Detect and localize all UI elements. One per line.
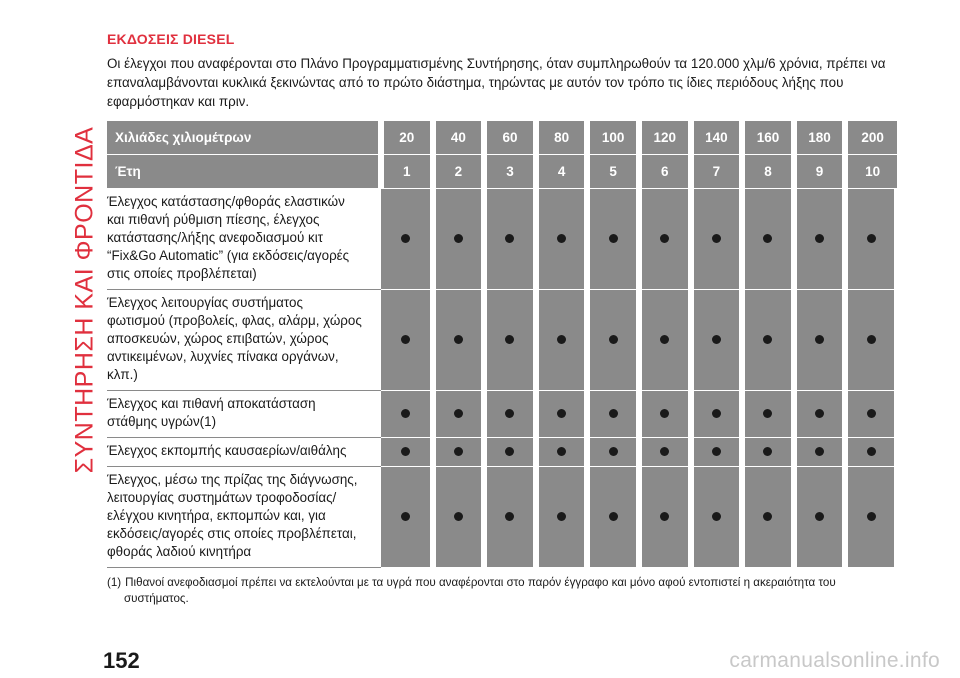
schedule-cell: [845, 290, 897, 391]
bullet-dot-icon: [505, 335, 514, 344]
schedule-cell: [691, 467, 743, 568]
bullet-dot-icon: [815, 234, 824, 243]
schedule-cell: [433, 189, 485, 290]
watermark: carmanualsonline.info: [729, 649, 940, 672]
bullet-dot-icon: [609, 512, 618, 521]
bullet-dot-icon: [712, 335, 721, 344]
schedule-cell: [484, 467, 536, 568]
years-header-value-8: 8: [742, 155, 794, 189]
bullet-dot-icon: [505, 512, 514, 521]
maintenance-schedule-table: [107, 121, 900, 568]
schedule-cell: [742, 467, 794, 568]
years-header-value-5: 5: [587, 155, 639, 189]
bullet-dot-icon: [660, 447, 669, 456]
schedule-cell: [587, 290, 639, 391]
years-header-value-2: 2: [433, 155, 485, 189]
bullet-dot-icon: [609, 447, 618, 456]
schedule-row: [107, 438, 897, 467]
schedule-row-label-line: στις οποίες προβλέπεται): [107, 266, 257, 281]
bullet-dot-icon: [660, 512, 669, 521]
page-number: 152: [103, 648, 140, 673]
bullet-dot-icon: [557, 335, 566, 344]
schedule-cell: [484, 290, 536, 391]
schedule-row: [107, 189, 897, 290]
bullet-dot-icon: [557, 447, 566, 456]
schedule-cell: [484, 438, 536, 467]
schedule-row-label-line: κατάστασης/λήξης ανεφοδιασμού κιτ: [107, 230, 324, 245]
schedule-row-label-line: “Fix&Go Automatic” (για εκδόσεις/αγορές: [107, 248, 350, 263]
schedule-row-label-line: και πιθανή ρύθμιση πίεσης, έλεγχος: [107, 212, 320, 227]
schedule-cell: [381, 391, 433, 438]
km-header-value-2: 40: [433, 121, 485, 155]
schedule-cell: [536, 391, 588, 438]
schedule-cell: [484, 189, 536, 290]
schedule-cell: [587, 438, 639, 467]
bullet-dot-icon: [763, 409, 772, 418]
schedule-cell: [381, 438, 433, 467]
schedule-cell: [845, 189, 897, 290]
km-header-value-8: 160: [742, 121, 794, 155]
schedule-cell: [691, 391, 743, 438]
years-header-value-3: 3: [484, 155, 536, 189]
bullet-dot-icon: [401, 335, 410, 344]
schedule-cell: [587, 189, 639, 290]
years-header-value-6: 6: [639, 155, 691, 189]
bullet-dot-icon: [454, 447, 463, 456]
schedule-row-label-line: Έλεγχος λειτουργίας συστήματος: [107, 295, 303, 310]
schedule-cell: [845, 438, 897, 467]
bullet-dot-icon: [557, 409, 566, 418]
footnote-line-2: συστήματος.: [124, 592, 189, 605]
bullet-dot-icon: [763, 234, 772, 243]
bullet-dot-icon: [867, 234, 876, 243]
schedule-cell: [536, 290, 588, 391]
bullet-dot-icon: [505, 447, 514, 456]
schedule-cell: [742, 290, 794, 391]
km-header-label: Χιλιάδες χιλιομέτρων: [107, 121, 381, 155]
schedule-cell: [381, 189, 433, 290]
bullet-dot-icon: [763, 335, 772, 344]
years-header-value-1: 1: [381, 155, 433, 189]
km-header-value-6: 120: [639, 121, 691, 155]
schedule-row-label-line: Έλεγχος, μέσω της πρίζας της διάγνωσης,: [107, 472, 358, 487]
schedule-cell: [845, 467, 897, 568]
schedule-row: [107, 467, 897, 568]
schedule-cell: [639, 189, 691, 290]
schedule-cell: [794, 290, 846, 391]
schedule-row-label: [107, 290, 381, 391]
schedule-cell: [433, 290, 485, 391]
section-title: ΕΚΔΟΣΕΙΣ DIESEL: [107, 31, 235, 47]
schedule-cell: [742, 391, 794, 438]
schedule-row-label-line: Έλεγχος εκπομπής καυσαερίων/αιθάλης: [107, 443, 347, 458]
km-header-value-7: 140: [691, 121, 743, 155]
schedule-cell: [587, 467, 639, 568]
bullet-dot-icon: [763, 447, 772, 456]
years-header-value-10: 10: [845, 155, 897, 189]
bullet-dot-icon: [609, 234, 618, 243]
km-header-row: [107, 121, 897, 155]
bullet-dot-icon: [815, 447, 824, 456]
bullet-dot-icon: [401, 234, 410, 243]
schedule-cell: [691, 290, 743, 391]
schedule-cell: [587, 391, 639, 438]
schedule-cell: [536, 189, 588, 290]
schedule-row: [107, 391, 897, 438]
bullet-dot-icon: [867, 447, 876, 456]
schedule-cell: [433, 391, 485, 438]
years-header-value-7: 7: [691, 155, 743, 189]
schedule-cell: [691, 438, 743, 467]
bullet-dot-icon: [660, 335, 669, 344]
bullet-dot-icon: [454, 512, 463, 521]
schedule-row-label-line: αντικειμένων, λυχνίες πίνακα οργάνων,: [107, 349, 339, 364]
bullet-dot-icon: [505, 234, 514, 243]
years-header-value-9: 9: [794, 155, 846, 189]
footnote-line-1: Πιθανοί ανεφοδιασμοί πρέπει να εκτελούνται με τα υγρά που αναφέρονται στο παρόν έγγραφο και μόνο αφού εντοπιστεί η ακεραιότητα του: [125, 576, 836, 589]
schedule-cell: [845, 391, 897, 438]
schedule-cell: [794, 391, 846, 438]
schedule-row-label-line: Έλεγχος και πιθανή αποκατάσταση: [107, 396, 316, 411]
schedule-cell: [536, 438, 588, 467]
schedule-cell: [639, 467, 691, 568]
years-header-row: [107, 155, 897, 189]
side-section-title: [70, 20, 100, 580]
schedule-cell: [381, 290, 433, 391]
schedule-cell: [639, 438, 691, 467]
bullet-dot-icon: [712, 512, 721, 521]
side-section-title-text: ΣΥΝΤΗΡΗΣΗ ΚΑΙ ΦΡΟΝΤΙΔΑ: [70, 126, 99, 474]
km-header-value-9: 180: [794, 121, 846, 155]
intro-paragraph: Οι έλεγχοι που αναφέρονται στο Πλάνο Προγραμματισμένης Συντήρησης, όταν συμπληρωθούν τα 120.000 χλμ/6 χρόνια, πρέπει να επαναλαμβάνονται κυκλικά ξεκινώντας από το πρώτο διάστημα, τηρώντας με αυτόν τον τρόπο τις ίδιες περιόδους λήξης που εφαρμόστηκαν και πριν.: [107, 56, 886, 109]
km-header-value-1: 20: [381, 121, 433, 155]
bullet-dot-icon: [401, 512, 410, 521]
schedule-body: [107, 189, 897, 568]
km-header-value-4: 80: [536, 121, 588, 155]
km-header-value-5: 100: [587, 121, 639, 155]
schedule-cell: [691, 189, 743, 290]
footnote-ref: (1): [107, 576, 122, 589]
schedule-cell: [381, 467, 433, 568]
schedule-cell: [536, 467, 588, 568]
schedule-row: [107, 290, 897, 391]
schedule-row-label-line: Έλεγχος κατάστασης/φθοράς ελαστικών: [107, 194, 345, 209]
schedule-row-label-line: φθοράς λαδιού κινητήρα: [107, 544, 252, 559]
bullet-dot-icon: [401, 409, 410, 418]
bullet-dot-icon: [454, 234, 463, 243]
bullet-dot-icon: [660, 409, 669, 418]
footnote: [107, 575, 897, 607]
bullet-dot-icon: [867, 335, 876, 344]
bullet-dot-icon: [505, 409, 514, 418]
bullet-dot-icon: [867, 512, 876, 521]
schedule-cell: [484, 391, 536, 438]
schedule-cell: [742, 438, 794, 467]
schedule-row-label-line: ελέγχου κινητήρα, εκπομπών και, για: [107, 508, 326, 523]
schedule-cell: [433, 438, 485, 467]
schedule-row-label: [107, 467, 381, 568]
bullet-dot-icon: [609, 335, 618, 344]
km-header-value-10: 200: [845, 121, 897, 155]
bullet-dot-icon: [557, 512, 566, 521]
bullet-dot-icon: [815, 409, 824, 418]
km-header-value-3: 60: [484, 121, 536, 155]
years-header-value-4: 4: [536, 155, 588, 189]
bullet-dot-icon: [401, 447, 410, 456]
schedule-cell: [742, 189, 794, 290]
schedule-cell: [794, 467, 846, 568]
schedule-row-label-line: εκδόσεις/αγορές στις οποίες προβλέπεται,: [107, 526, 357, 541]
bullet-dot-icon: [557, 234, 566, 243]
schedule-row-label: [107, 438, 381, 467]
schedule-cell: [639, 391, 691, 438]
schedule-cell: [794, 189, 846, 290]
bullet-dot-icon: [815, 335, 824, 344]
schedule-cell: [794, 438, 846, 467]
years-header-label: Έτη: [107, 155, 381, 189]
bullet-dot-icon: [815, 512, 824, 521]
bullet-dot-icon: [660, 234, 669, 243]
schedule-row-label-line: κλπ.): [107, 367, 138, 382]
bullet-dot-icon: [712, 447, 721, 456]
bullet-dot-icon: [867, 409, 876, 418]
schedule-row-label-line: στάθμης υγρών(1): [107, 414, 217, 429]
schedule-row-label-line: λειτουργίας συστημάτων τροφοδοσίας/: [107, 490, 337, 505]
bullet-dot-icon: [454, 409, 463, 418]
schedule-cell: [639, 290, 691, 391]
bullet-dot-icon: [454, 335, 463, 344]
schedule-row-label-line: φωτισμού (προβολείς, φλας, αλάρμ, χώρος: [107, 313, 362, 328]
bullet-dot-icon: [763, 512, 772, 521]
schedule-row-label: [107, 391, 381, 438]
schedule-row-label-line: αποσκευών, χώρος επιβατών, χώρος: [107, 331, 329, 346]
bullet-dot-icon: [712, 234, 721, 243]
bullet-dot-icon: [609, 409, 618, 418]
bullet-dot-icon: [712, 409, 721, 418]
schedule-cell: [433, 467, 485, 568]
schedule-row-label: [107, 189, 381, 290]
